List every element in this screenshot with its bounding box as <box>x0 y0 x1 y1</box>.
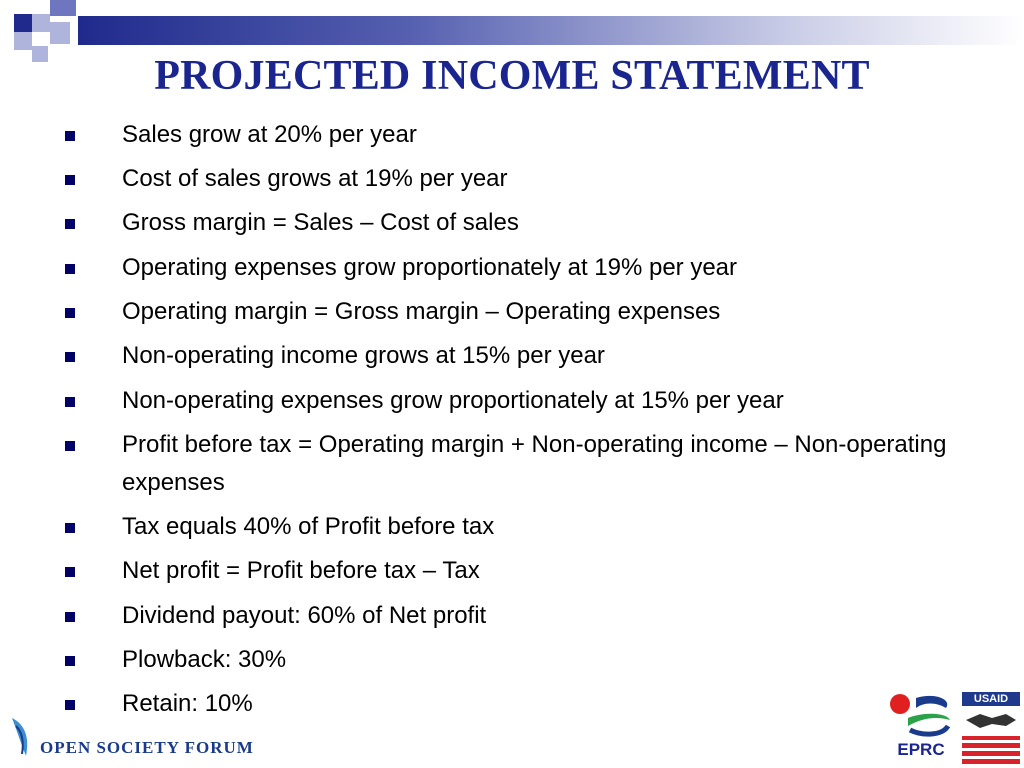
handshake-icon <box>962 706 1020 764</box>
bullet-square-icon <box>65 523 75 533</box>
bullet-square-icon <box>65 308 75 318</box>
bullet-text: Net profit = Profit before tax – Tax <box>122 557 480 584</box>
bullet-text: Operating expenses grow proportionately at 19% per year <box>122 254 738 281</box>
bullet-square-icon <box>65 352 75 362</box>
decor-square-light-1 <box>32 14 50 32</box>
bullet-square-icon <box>65 131 75 141</box>
bullet-square-icon <box>65 700 75 710</box>
bullet-text: Retain: 10% <box>122 690 253 717</box>
decor-square-dark-1 <box>14 14 32 32</box>
bullet-square-icon <box>65 175 75 185</box>
bullet-text: Dividend payout: 60% of Net profit <box>122 602 487 629</box>
eprc-label: EPRC <box>897 740 945 759</box>
usaid-logo <box>962 692 1020 764</box>
bullet-square-icon <box>65 397 75 407</box>
bullet-text: Profit before tax = Operating margin + Non-operating income – Non-operating expenses <box>122 431 947 496</box>
slide-title: PROJECTED INCOME STATEMENT <box>154 53 870 99</box>
bullet-text: Gross margin = Sales – Cost of sales <box>122 209 519 236</box>
bullet-text: Sales grow at 20% per year <box>122 121 417 148</box>
bullet-square-icon <box>65 567 75 577</box>
bullet-text: Operating margin = Gross margin – Operating expenses <box>122 298 721 325</box>
decor-square-light-3 <box>50 22 70 44</box>
bullet-square-icon <box>65 441 75 451</box>
bullet-text: Non-operating expenses grow proportionately at 15% per year <box>122 387 784 414</box>
decor-square-mid-1 <box>50 0 76 16</box>
bullet-square-icon <box>65 612 75 622</box>
bullet-text: Cost of sales grows at 19% per year <box>122 165 508 192</box>
usaid-label: USAID <box>962 692 1020 706</box>
header-gradient-bar <box>78 16 1024 45</box>
osf-logo-text: OPEN SOCIETY FORUM <box>40 738 254 757</box>
bullet-text: Non-operating income grows at 15% per year <box>122 342 605 369</box>
eprc-logo <box>886 690 956 764</box>
osf-swoosh-icon <box>8 716 38 760</box>
bullet-text: Tax equals 40% of Profit before tax <box>122 513 495 540</box>
bullet-square-icon <box>65 219 75 229</box>
bullet-square-icon <box>65 264 75 274</box>
open-society-forum-logo <box>8 716 278 762</box>
decor-square-light-2 <box>14 32 32 50</box>
bullet-square-icon <box>65 656 75 666</box>
eprc-emblem-icon <box>886 690 956 740</box>
bullet-text: Plowback: 30% <box>122 646 287 673</box>
